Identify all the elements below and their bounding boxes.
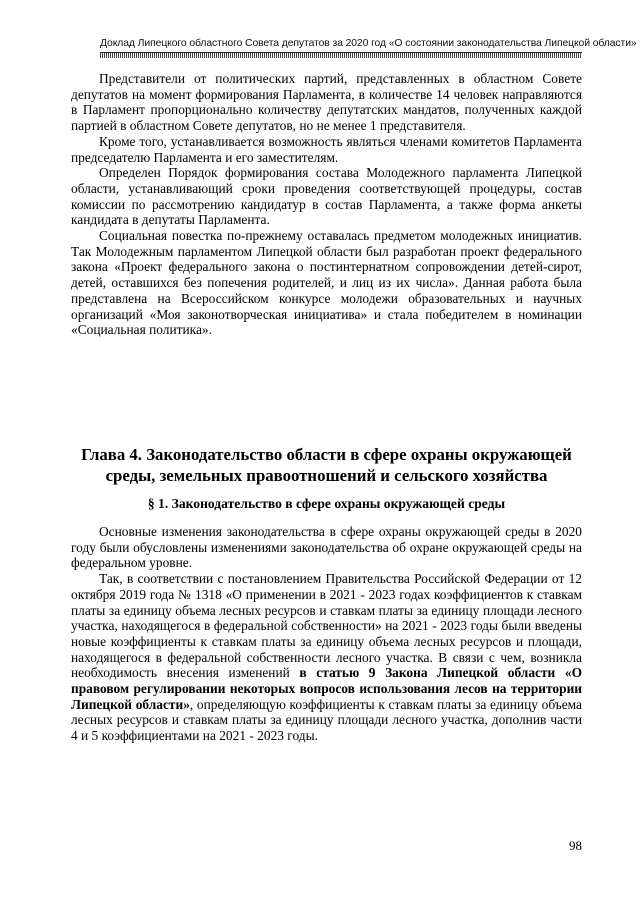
page-number: 98 — [569, 838, 582, 853]
section-title: § 1. Законодательство в сфере охраны окружающей среды — [147, 496, 506, 511]
paragraph: Социальная повестка по-прежнему оставалась предметом молодежных инициатив. Так Молодежным парламентом Липецкой области был разработан проект федерального закона «Проект федерального закона о постинтернатном сопровождении детей-сирот, детей, оставшихся без попечения родителей, и лиц из их числа». Данная работа была представлена на Всероссийском конкурсе молодежи образовательных и научных организаций «Моя законотворческая инициатива» и стала победителем в номинации «Социальная политика». — [71, 228, 582, 338]
paragraph: Определен Порядок формирования состава Молодежного парламента Липецкой области, устанавливающий сроки проведения соответствующей процедуры, состав комиссии по рассмотрению кандидатур в состав Парламента, а также форма анкеты кандидата в депутаты Парламента. — [71, 165, 582, 228]
text-block-bottom — [71, 524, 582, 744]
paragraph: Представители от политических партий, представленных в областном Совете депутатов на момент формирования Парламента, в количестве 14 человек направляются в Парламент пропорционально количеству депутатских мандатов, полученных каждой партией в областном Совете депутатов, но не менее 1 представителя. — [71, 71, 582, 134]
law-reference: в статью 9 Закона Липецкой области «О правовом регулировании некоторых вопросов использования лесов на территории Липецкой области» — [71, 665, 582, 712]
running-header: Доклад Липецкого областного Совета депутатов за 2020 год «О состоянии законодательства Липецкой области» — [100, 38, 637, 49]
chapter-title-line: среды, земельных правоотношений и сельского хозяйства — [105, 466, 548, 485]
chapter-title-line: Глава 4. Законодательство области в сфере охраны окружающей — [81, 445, 572, 464]
paragraph-text: Так, в соответствии с постановлением Правительства Российской Федерации от 12 октября 2019 года № 1318 «О применении в 2021 - 2023 годах коэффициентов к ставкам платы за единицу объема лесных ресурсов и ставкам платы за единицу площади лесного участка, находящегося в федеральной собственности» на 2021 - 2023 годы были введены новые коэффициенты к ставкам платы за единицу объема лесных ресурсов и площади, находящегося в федеральной собственности лесного участка. В связи с чем, возникла необходимость внесения изменений — [71, 571, 582, 681]
header-rule — [100, 52, 582, 58]
paragraph: Основные изменения законодательства в сфере охраны окружающей среды в 2020 году были обусловлены изменениями законодательства об охране окружающей среды на федеральном уровне. — [71, 524, 582, 571]
text-block-top — [71, 71, 582, 338]
paragraph-text: , определяющую коэффициенты к ставкам платы за единицу объема лесных ресурсов и ставкам платы за единицу площади лесного участка, дополнив части 4 и 5 коэффициентами на 2021 - 2023 годы. — [71, 696, 583, 744]
paragraph: Кроме того, устанавливается возможность являться членами комитетов Парламента председателю Парламента и его заместителям. — [71, 133, 582, 165]
paragraph — [71, 571, 582, 744]
chapter-title — [71, 444, 582, 486]
